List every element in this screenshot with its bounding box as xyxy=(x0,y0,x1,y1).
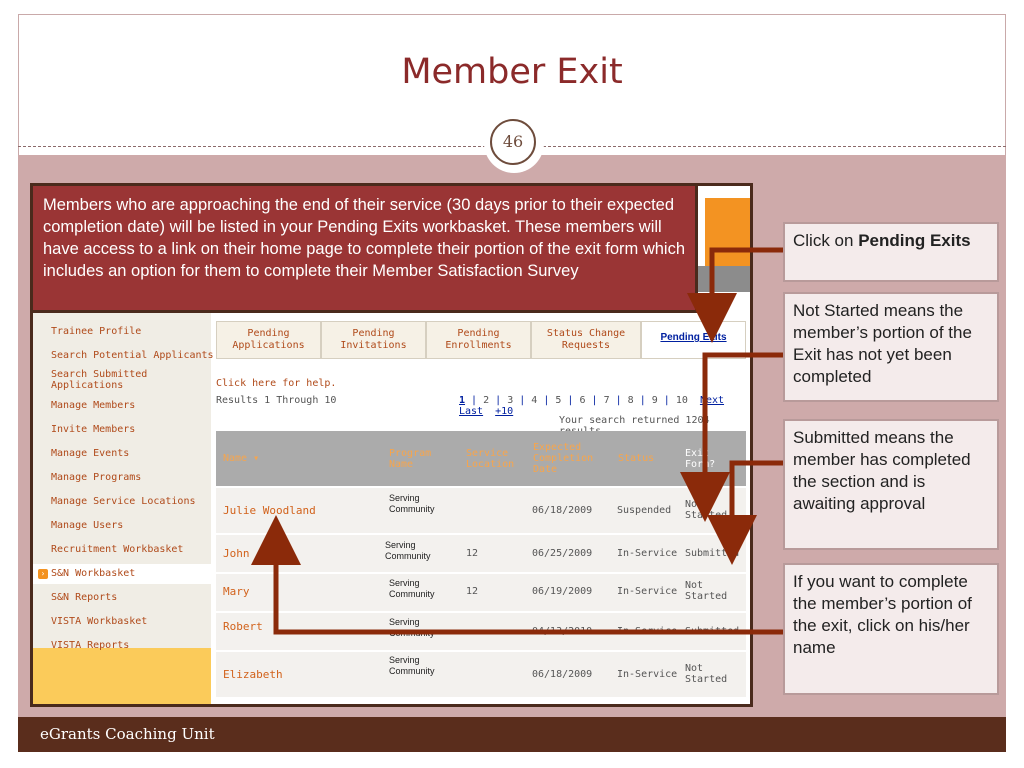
page-link[interactable]: 5 xyxy=(555,395,562,406)
status: In-Service xyxy=(617,548,678,559)
exit-form-status: Not Started xyxy=(685,499,728,521)
note-pending-exits xyxy=(783,222,999,282)
completion-date: 06/25/2009 xyxy=(532,548,593,559)
sidebar-item-vista-reports[interactable]: VISTA Reports xyxy=(51,640,130,651)
program-name: Serving Community xyxy=(389,493,435,514)
member-name-link[interactable]: Mary xyxy=(223,585,250,598)
sidebar-item-sn-workbasket[interactable]: S&N Workbasket xyxy=(51,568,136,579)
program-name: Serving Community xyxy=(389,617,435,638)
program-name: Serving Community xyxy=(389,655,435,676)
sidebar-item-sn-reports[interactable]: S&N Reports xyxy=(51,592,118,603)
service-location: 12 xyxy=(466,548,479,559)
sidebar-item-search-potential-applicants[interactable]: Search Potential Applicants xyxy=(51,350,214,361)
program-name: Serving Community xyxy=(385,540,431,561)
orange-header-strip xyxy=(705,198,753,266)
search-result-count: Your search returned 1204 xyxy=(559,415,710,426)
column-header-exit-form: Exit Form? xyxy=(685,447,716,470)
member-name-link[interactable]: Robert xyxy=(223,620,263,633)
note-click-name: If you want to complete the member’s portion of the exit, click on his/her name xyxy=(783,563,999,695)
tab-pending-applications[interactable]: Pending Applications xyxy=(216,321,321,359)
help-link[interactable]: Click here for help. xyxy=(216,378,337,389)
sidebar-footer xyxy=(33,648,211,707)
column-header-program[interactable]: Program Name xyxy=(389,447,432,470)
program-name: Serving Community xyxy=(389,578,435,599)
page-link[interactable]: 8 xyxy=(627,395,634,406)
sidebar-item-manage-programs[interactable]: Manage Programs xyxy=(51,472,142,483)
slide-title: Member Exit xyxy=(401,52,623,92)
results-range: Results 1 Through 10 xyxy=(216,395,337,406)
page-link[interactable]: 1 xyxy=(459,395,466,406)
exit-form-status: Not Started xyxy=(685,663,728,685)
tab-status-change-requests[interactable]: Status Change Requests xyxy=(531,321,641,359)
sidebar-item-vista-workbasket[interactable]: VISTA Workbasket xyxy=(51,616,148,627)
status: Suspended xyxy=(617,505,672,516)
column-header-name[interactable]: Name ▾ xyxy=(223,453,260,464)
service-location: 12 xyxy=(466,586,479,597)
pagination: 1 | 2 | 3 | 4 | 5 | 6 | 7 | 8 | 9 | 10 Next Last +10 xyxy=(459,395,725,417)
sidebar-item-search-submitted-applications[interactable]: Search Submitted Applications xyxy=(51,369,148,391)
exit-form-status: Submitted xyxy=(685,548,740,559)
member-name-link[interactable]: Julie Woodland xyxy=(223,504,316,517)
page-link[interactable]: 4 xyxy=(531,395,538,406)
status: In-Service xyxy=(617,669,678,680)
completion-date: 04/13/2010 xyxy=(532,626,593,637)
sidebar-item-trainee-profile[interactable]: Trainee Profile xyxy=(51,326,142,337)
arrow-right-icon: › xyxy=(38,569,48,579)
page-link[interactable]: 7 xyxy=(603,395,610,406)
tab-pending-invitations[interactable]: Pending Invitations xyxy=(321,321,426,359)
note-not-started: Not Started means the member’s portion of the Exit has not yet been completed xyxy=(783,292,999,402)
exit-form-status: Not Started xyxy=(685,580,728,602)
page-link[interactable]: 6 xyxy=(579,395,586,406)
completion-date: 06/19/2009 xyxy=(532,586,593,597)
exit-form-status: Submitted xyxy=(685,626,740,637)
member-name-link[interactable]: John xyxy=(223,547,250,560)
status: In-Service xyxy=(617,586,678,597)
sidebar-item-manage-users[interactable]: Manage Users xyxy=(51,520,124,531)
sidebar-item-manage-members[interactable]: Manage Members xyxy=(51,400,136,411)
sidebar-item-recruitment-workbasket[interactable]: Recruitment Workbasket xyxy=(51,544,184,555)
tab-pending-enrollments[interactable]: Pending Enrollments xyxy=(426,321,531,359)
note-submitted: Submitted means the member has completed the section and is awaiting approval xyxy=(783,419,999,550)
member-name-link[interactable]: Elizabeth xyxy=(223,668,283,681)
page-link[interactable]: 9 xyxy=(651,395,658,406)
last-link[interactable]: Last xyxy=(459,406,484,417)
info-callout: Members who are approaching the end of their service (30 days prior to their expected completion date) will be listed in your Pending Exits workbasket. These members will have access to a link on their home page to complete their portion of the exit form which includes an option for them to complete their Member Satisfaction Survey xyxy=(30,183,698,313)
column-header-completion-date[interactable]: Expected Completion Date xyxy=(533,442,594,475)
sidebar-item-manage-service-locations[interactable]: Manage Service Locations xyxy=(51,496,196,507)
page-link[interactable]: 10 xyxy=(675,395,688,406)
completion-date: 06/18/2009 xyxy=(532,505,593,516)
sidebar-item-manage-events[interactable]: Manage Events xyxy=(51,448,130,459)
next-link[interactable]: Next xyxy=(699,395,725,406)
status: In-Service xyxy=(617,626,678,637)
slide-footer xyxy=(18,717,1006,752)
page-link[interactable]: 3 xyxy=(507,395,514,406)
footer-text: eGrants Coaching Unit xyxy=(40,725,215,743)
page-number: 46 xyxy=(490,119,536,165)
completion-date: 06/18/2009 xyxy=(532,669,593,680)
note-pending-exits-bold: Pending Exits xyxy=(858,231,971,250)
column-header-status[interactable]: Status xyxy=(618,453,655,464)
page-link[interactable]: 2 xyxy=(483,395,490,406)
column-header-location[interactable]: Service Location xyxy=(466,447,515,470)
note-pending-exits-prefix: Click on xyxy=(793,231,859,250)
plus10-link[interactable]: +10 xyxy=(495,406,514,417)
sidebar-item-invite-members[interactable]: Invite Members xyxy=(51,424,136,435)
tab-pending-exits[interactable]: Pending Exits xyxy=(641,321,746,359)
